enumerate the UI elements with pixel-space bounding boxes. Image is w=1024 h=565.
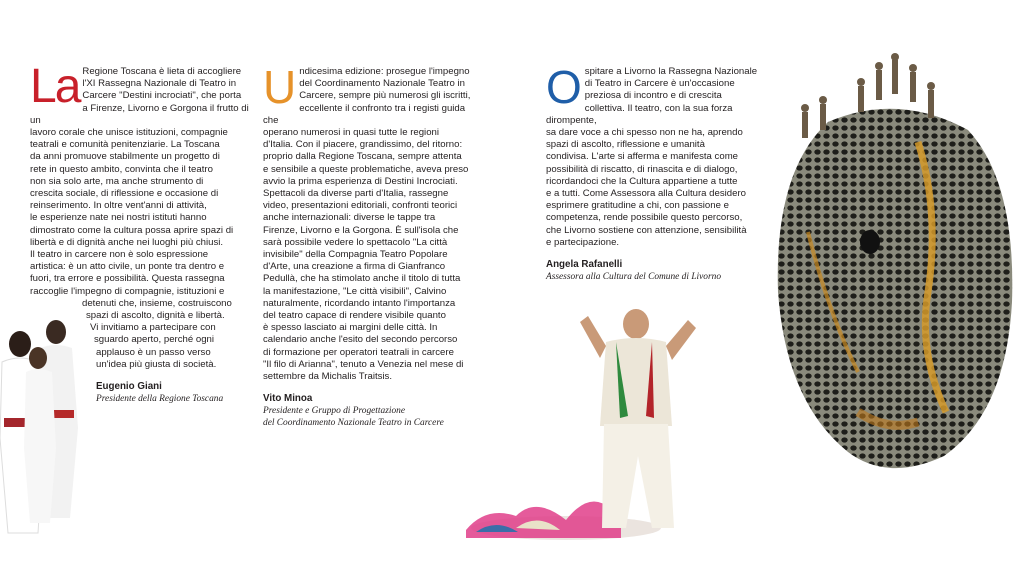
text-line: reinserimento. In oltre vent'anni di attività, xyxy=(30,200,207,212)
sculpture-photo xyxy=(768,52,1024,492)
text-line: non sia solo arte, ma anche strumento di xyxy=(30,175,204,187)
text-line: spazi di ascolto, dignità e libertà. xyxy=(86,310,225,322)
text-line: crescita sociale, di riflessione e occasione di xyxy=(30,188,219,200)
signature-role: Assessora alla Cultura del Comune di Livorno xyxy=(546,272,722,283)
text-line: sguardo aperto, perché ogni xyxy=(94,334,215,346)
text-line: che Livorno sostiene con attenzione, sensibilità xyxy=(546,224,747,236)
column-body xyxy=(263,61,481,383)
text-line: ricordandoci che la Cultura appartiene a tutte xyxy=(546,175,738,187)
performer-figure xyxy=(580,309,696,528)
text-line: Spettacoli da diverse parti d'Italia, rassegne xyxy=(263,188,449,200)
text-line: naturalmente, ricordando intanto l'importanza xyxy=(263,297,456,309)
performers-photo xyxy=(0,318,86,540)
text-line: la manifestazione, "Le città visibili", Calvino xyxy=(263,285,447,297)
text-line: settembre da Michalis Traitsis. xyxy=(263,371,393,383)
text-line: e a tutti. Come Assessora alla Cultura desidero xyxy=(546,188,746,200)
text-line: e sensibile a queste problematiche, aveva preso xyxy=(263,163,469,175)
text-line: proprio dalla Regione Toscana, sempre attenta xyxy=(263,151,462,163)
dropcap-la: La xyxy=(30,60,80,113)
text-line: sa dare voce a chi spesso non ne ha, aprendo xyxy=(546,127,743,139)
text-line: applauso è un passo verso xyxy=(96,346,211,358)
text-line: d'Arte, una creazione a firma di Gianfranco xyxy=(263,261,446,273)
text-line: dimostrato come la cultura possa aprire spazi di xyxy=(30,224,234,236)
text-line: avvio la prima esperienza di Destini Incrociati. xyxy=(263,175,458,187)
text-line: spitare a Livorno la Rassegna Nazionale xyxy=(584,66,758,77)
text-line: di Teatro in Carcere è un'occasione xyxy=(584,78,735,90)
text-line: libertà e di dignità anche nei luoghi più chiusi. xyxy=(30,236,224,248)
performer-photo xyxy=(456,306,706,540)
text-line: lavoro corale che unisce istituzioni, compagnie xyxy=(30,127,228,139)
text-line: Pedullà, che ha stimolato anche il titolo di tutta xyxy=(263,273,461,285)
text-line: del teatro capace di rendere visibile quanto xyxy=(263,310,446,322)
text-line: detenuti che, insieme, costruiscono xyxy=(82,297,232,309)
signature-name: Angela Rafanelli xyxy=(546,259,623,271)
text-line: ndicesima edizione: prosegue l'impegno xyxy=(299,66,470,77)
dropcap-u: U xyxy=(263,61,297,113)
text-line: un'idea più giusta di società. xyxy=(96,358,217,370)
text-line: d'Italia. Con il piacere, grandissimo, del ritorno: xyxy=(263,139,463,151)
signature-name: Eugenio Giani xyxy=(96,381,162,393)
text-column-comune-livorno xyxy=(546,61,768,283)
text-line: collettiva. Il teatro, con la sua forza dirompente, xyxy=(546,102,733,126)
text-line: rete in questo ambito, convinta che il teatro xyxy=(30,163,213,175)
signature-role-line: del Coordinamento Nazionale Teatro in Carcere xyxy=(263,418,444,429)
text-line: competenza, rende possibile questo percorso, xyxy=(546,212,743,224)
text-line: artistica: è un atto civile, un ponte tra dentro e xyxy=(30,261,225,273)
text-line: preziosa di incontro e di crescita xyxy=(584,90,722,102)
text-line: operano numerosi in quasi tutte le regioni xyxy=(263,127,439,139)
text-line: l'XI Rassegna Nazionale di Teatro in xyxy=(82,78,237,90)
text-line: del Coordinamento Nazionale Teatro in xyxy=(299,78,465,90)
text-line: spazi di ascolto, riflessione e umanità xyxy=(546,139,705,151)
dropcap-o: O xyxy=(546,61,582,113)
text-line: possibilità di riscatto, di rinascita e di dialogo, xyxy=(546,163,738,175)
text-line: a Firenze, Livorno e Gorgona il frutto di un xyxy=(30,102,249,126)
performer-figure xyxy=(24,347,56,523)
signature-name: Vito Minoa xyxy=(263,393,313,405)
text-line: di formazione per operatori teatrali in carcere xyxy=(263,346,454,358)
text-line: Regione Toscana è lieta di accogliere xyxy=(82,66,242,77)
text-line: esprimere gratitudine a chi, con passione e xyxy=(546,200,729,212)
text-line: video, presentazioni editoriali, confronti teorici xyxy=(263,200,458,212)
signature-role-line: Presidente e Gruppo di Progettazione xyxy=(263,406,405,417)
text-line: Il teatro in carcere non è solo espressione xyxy=(30,249,209,261)
text-line: Carcere, sempre più numerosi gli iscritti, xyxy=(299,90,471,102)
text-line: e partecipazione. xyxy=(546,236,620,248)
text-line: le esperienze nate nei nostri istituti hanno xyxy=(30,212,207,224)
text-line: teatrali e comunità penitenziarie. La Toscana xyxy=(30,139,220,151)
text-line: calendario anche l'esito del secondo percorso xyxy=(263,334,458,346)
text-line: Firenze, Livorno e la Gorgona. È sull'isola che xyxy=(263,224,459,236)
text-line: Carcere "Destini incrociati", che porta xyxy=(82,90,242,102)
text-line: condivisa. L'arte si afferma e manifesta come xyxy=(546,151,739,163)
text-line: eccellente il confronto tra i registi guida che xyxy=(263,102,466,126)
text-line: "Il filo di Arianna", tenuto a Venezia nel mese di xyxy=(263,358,464,370)
text-line: da anni promuove stabilmente un progetto di xyxy=(30,151,220,163)
signature-role: Presidente della Regione Toscana xyxy=(96,394,224,405)
text-line: raccoglie l'impegno di compagnie, istituzioni e xyxy=(30,285,225,297)
text-line: invisibile" della Compagnia Teatro Popolare xyxy=(263,249,448,261)
text-line: fuori, tra errore e possibilità. Questa rassegna xyxy=(30,273,225,285)
text-line: anche internazionali: diverse le tappe tra xyxy=(263,212,436,224)
text-line: sarà possibile vedere lo spettacolo "La città xyxy=(263,236,448,248)
text-line: è spesso lasciato ai margini delle città. In xyxy=(263,322,438,334)
text-line: Vi invitiamo a partecipare con xyxy=(90,322,216,334)
text-column-coordinamento xyxy=(263,61,481,429)
